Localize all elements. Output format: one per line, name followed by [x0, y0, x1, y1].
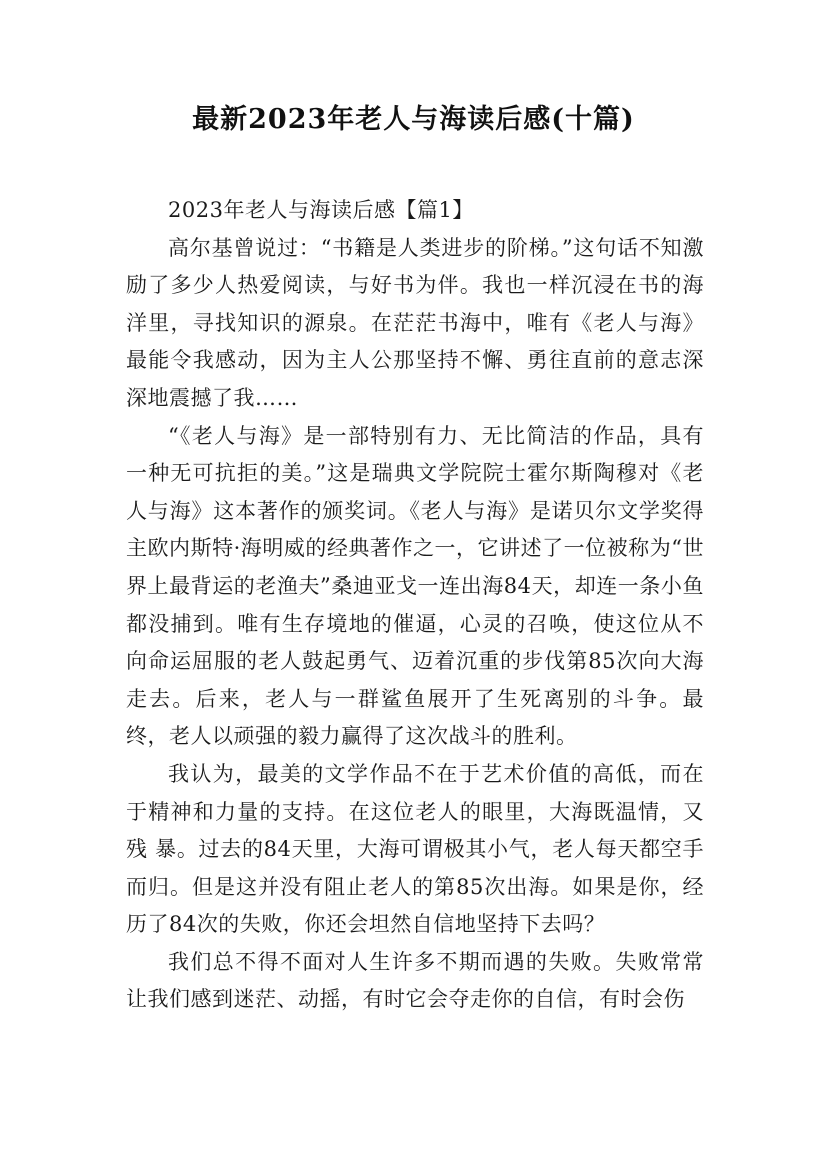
- paragraph-3: 我认为，最美的文学作品不在于艺术价值的高低，而在于精神和力量的支持。在这位老人的眼里，大海既温情，又残 暴。过去的84天里，大海可谓极其小气，老人每天都空手而归。但是这并没有阻止老人的第85次出海。如果是你，经历了84次的失败，你还会坦然自信地坚持下去吗？: [126, 761, 704, 937]
- document-body: [126, 192, 704, 1019]
- section-heading: 2023年老人与海读后感【篇1】: [168, 198, 474, 222]
- paragraph-4: 我们总不得不面对人生许多不期而遇的失败。失败常常让我们感到迷茫、动摇，有时它会夺走你的自信，有时会伤: [126, 949, 704, 1012]
- document-title: 最新2023年老人与海读后感(十篇): [192, 104, 635, 135]
- paragraph-1: 高尔基曾说过：“书籍是人类进步的阶梯。”这句话不知激励了多少人热爱阅读，与好书为伴。我也一样沉浸在书的海洋里，寻找知识的源泉。在茫茫书海中，唯有《老人与海》最能令我感动，因为主人公那坚持不懈、勇往直前的意志深深地震撼了我……: [126, 235, 704, 410]
- paragraph-2: “《老人与海》是一部特别有力、无比简洁的作品，具有一种无可抗拒的美。”这是瑞典文学院院士霍尔斯陶穆对《老人与海》这本著作的颁奖词。《老人与海》是诺贝尔文学奖得主欧内斯特·海明威的经典著作之一，它讲述了一位被称为“世界上最背运的老渔夫”桑迪亚戈一连出海84天，却连一条小鱼都没捕到。唯有生存境地的催逼，心灵的召唤，使这位从不向命运屈服的老人鼓起勇气、迈着沉重的步伐第85次向大海走去。后来，老人与一群鲨鱼展开了生死离别的斗争。最终，老人以顽强的毅力赢得了这次战斗的胜利。: [126, 423, 704, 749]
